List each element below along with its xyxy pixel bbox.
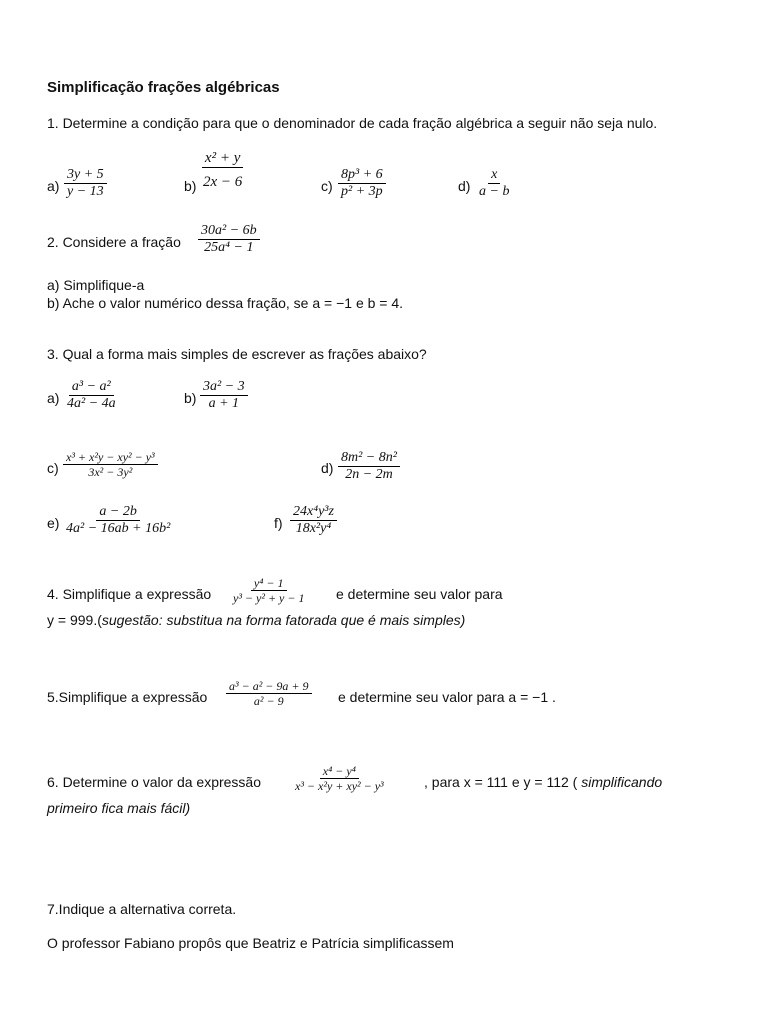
q6-text-after xyxy=(424,774,662,790)
q3-label-a: a) xyxy=(47,390,60,406)
q3-fraction-e xyxy=(63,504,173,537)
q4-text-after: e determine seu valor para xyxy=(336,586,503,602)
q3-label-e: e) xyxy=(47,515,60,531)
numerator: a³ − a² − 9a + 9 xyxy=(226,679,312,694)
q3-fraction-b xyxy=(200,379,248,412)
numerator: 30a² − 6b xyxy=(198,223,260,240)
denominator: 4a² − 16ab + 16b² xyxy=(66,521,171,536)
question-7-text: 7.Indique a alternativa correta. xyxy=(47,901,237,917)
numerator: 3a² − 3 xyxy=(200,379,248,396)
q3-label-f: f) xyxy=(274,515,283,531)
q5-text-after: e determine seu valor para a = −1 . xyxy=(338,689,556,705)
q3-fraction-d xyxy=(338,450,400,483)
q3-label-b: b) xyxy=(184,390,197,406)
q3-label-c: c) xyxy=(47,460,59,476)
question-1-text: 1. Determine a condição para que o denominador de cada fração algébrica a seguir não seja nulo. xyxy=(47,115,658,131)
q4-line-2 xyxy=(47,612,465,628)
numerator: 8p³ + 6 xyxy=(338,167,386,184)
q1-fraction-d xyxy=(476,167,512,200)
q1-fraction-b xyxy=(200,150,245,191)
q4-fraction xyxy=(230,576,307,605)
q1-fraction-c xyxy=(338,167,386,200)
denominator: 4a² − 4a xyxy=(67,396,116,411)
denominator: y − 13 xyxy=(67,184,104,199)
q1-label-c: c) xyxy=(321,178,333,194)
q5-fraction xyxy=(226,679,312,708)
denominator: 2n − 2m xyxy=(345,467,393,482)
numerator: 24x⁴y³z xyxy=(290,504,337,521)
numerator: x³ + x²y − xy² − y³ xyxy=(63,450,158,465)
q2-part-a: a) Simplifique-a xyxy=(47,277,145,293)
denominator: 2x − 6 xyxy=(203,174,243,190)
denominator: a + 1 xyxy=(208,396,240,411)
numerator: a³ − a² xyxy=(69,379,114,396)
q3-fraction-c xyxy=(63,450,158,479)
q7-line-2: O professor Fabiano propôs que Beatriz e Patrícia simplificassem xyxy=(47,935,454,951)
q2-part-b: b) Ache o valor numérico dessa fração, se a = −1 e b = 4. xyxy=(47,295,404,311)
q2-fraction xyxy=(198,223,260,256)
denominator: 18x²y⁴ xyxy=(295,521,332,536)
q3-fraction-f xyxy=(290,504,337,537)
q4-value: y = 999.( xyxy=(47,612,102,628)
q6-values: , para x = 111 e y = 112 ( xyxy=(424,774,578,790)
q6-fraction xyxy=(292,764,387,793)
question-3-text: 3. Qual a forma mais simples de escrever as frações abaixo? xyxy=(47,346,427,362)
denominator: y³ − y² + y − 1 xyxy=(233,591,305,605)
page-title: Simplificação frações algébricas xyxy=(47,79,280,96)
denominator: x³ − x²y + xy² − y³ xyxy=(295,779,384,793)
q3-fraction-a xyxy=(64,379,119,412)
numerator: y⁴ − 1 xyxy=(251,576,287,591)
q6-hint-1: simplificando xyxy=(577,774,663,790)
denominator: 3x² − 3y² xyxy=(88,465,133,479)
numerator: x⁴ − y⁴ xyxy=(320,764,359,779)
q1-label-a: a) xyxy=(47,178,60,194)
denominator: a − b xyxy=(479,184,510,199)
numerator: 8m² − 8n² xyxy=(338,450,400,467)
question-4-text: 4. Simplifique a expressão xyxy=(47,586,212,602)
q1-fraction-a xyxy=(64,167,107,200)
numerator: x² + y xyxy=(202,150,243,168)
q3-label-d: d) xyxy=(321,460,334,476)
numerator: x xyxy=(488,167,500,184)
numerator: a − 2b xyxy=(96,504,139,521)
question-5-text: 5.Simplifique a expressão xyxy=(47,689,208,705)
question-2-text: 2. Considere a fração xyxy=(47,234,181,250)
question-6-text: 6. Determine o valor da expressão xyxy=(47,774,261,790)
q1-label-d: d) xyxy=(458,178,471,194)
numerator: 3y + 5 xyxy=(64,167,107,184)
q4-hint: sugestão: substitua na forma fatorada que é mais simples) xyxy=(101,612,466,628)
denominator: p² + 3p xyxy=(341,184,383,199)
q1-label-b: b) xyxy=(184,178,197,194)
denominator: a² − 9 xyxy=(253,694,284,708)
q6-hint-2: primeiro fica mais fácil) xyxy=(47,800,191,816)
denominator: 25a⁴ − 1 xyxy=(204,240,254,255)
